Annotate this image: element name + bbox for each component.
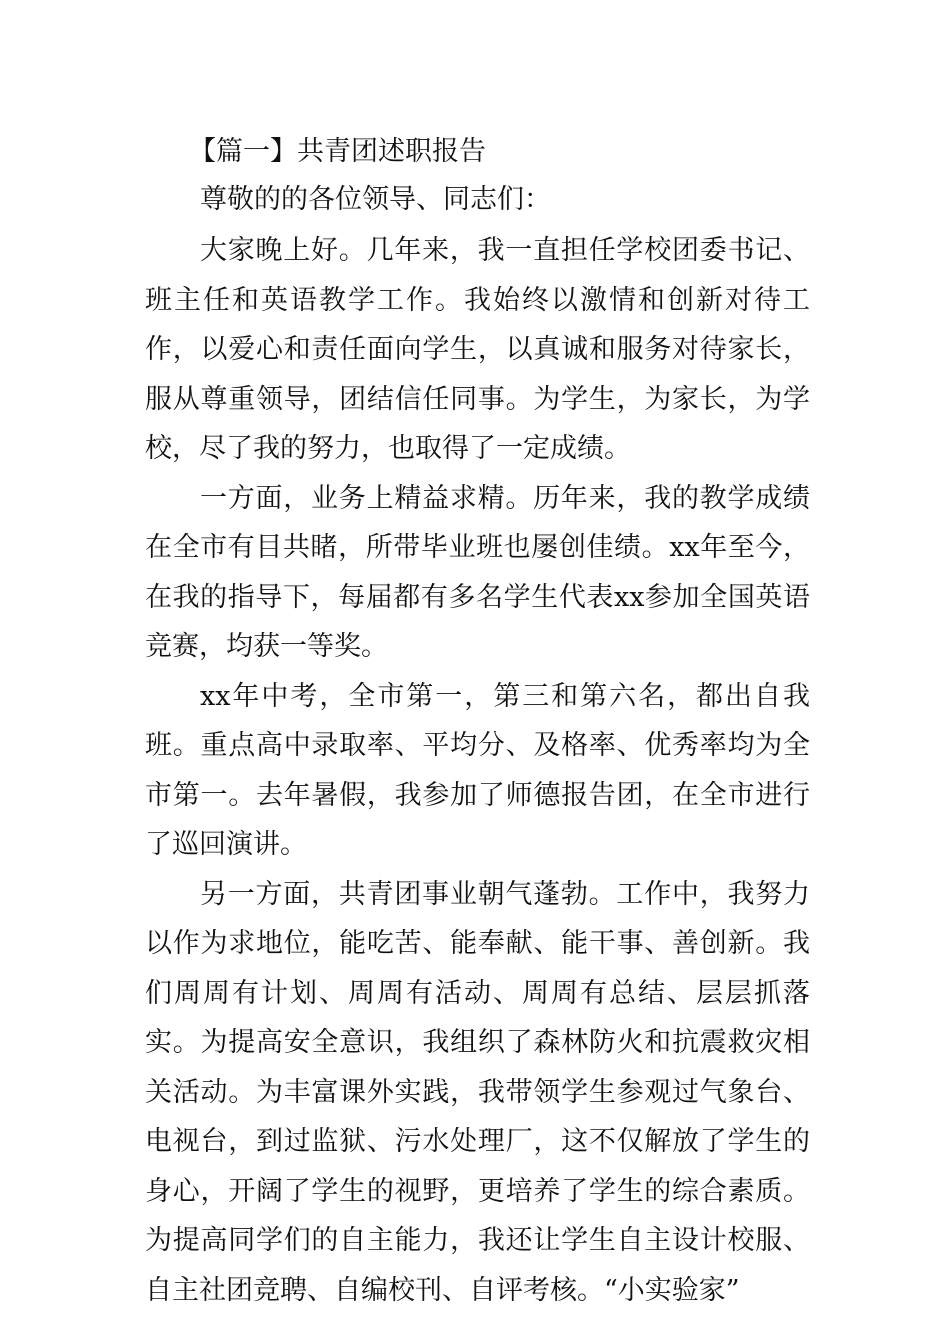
body-paragraph-2: 一方面，业务上精益求精。历年来，我的教学成绩在全市有目共睹，所带毕业班也屡创佳绩。xx年至今，在我的指导下，每届都有多名学生代表xx参加全国英语竞赛，均获一等奖。 (145, 482, 810, 662)
body-paragraph-3: xx年中考，全市第一，第三和第六名，都出自我班。重点高中录取率、平均分、及格率、优秀率均为全市第一。去年暑假，我参加了师德报告团，在全市进行了巡回演讲。 (145, 680, 810, 860)
body-paragraph-1: 大家晚上好。几年来，我一直担任学校团委书记、班主任和英语教学工作。我始终以激情和创新对待工作，以爱心和责任面向学生，以真诚和服务对待家长，服从尊重领导，团结信任同事。为学生，为家长，为学校，尽了我的努力，也取得了一定成绩。 (145, 235, 810, 464)
body-paragraph-4: 另一方面，共青团事业朝气蓬勃。工作中，我努力以作为求地位，能吃苦、能奉献、能干事、善创新。我们周周有计划、周周有活动、周周有总结、层层抓落实。为提高安全意识，我组织了森林防火和抗震救灾相关活动。为丰富课外实践，我带领学生参观过气象台、电视台，到过监狱、污水处理厂，这不仅解放了学生的身心，开阔了学生的视野，更培养了学生的综合素质。为提高同学们的自主能力，我还让学生自主设计校服、自主社团竞聘、自编校刊、自评考核。“小实验家” (145, 878, 810, 1306)
document-heading: 【篇一】共青团述职报告 (189, 136, 486, 167)
document-body (145, 128, 810, 1315)
salutation-paragraph: 尊敬的的各位领导、同志们： (200, 184, 551, 215)
